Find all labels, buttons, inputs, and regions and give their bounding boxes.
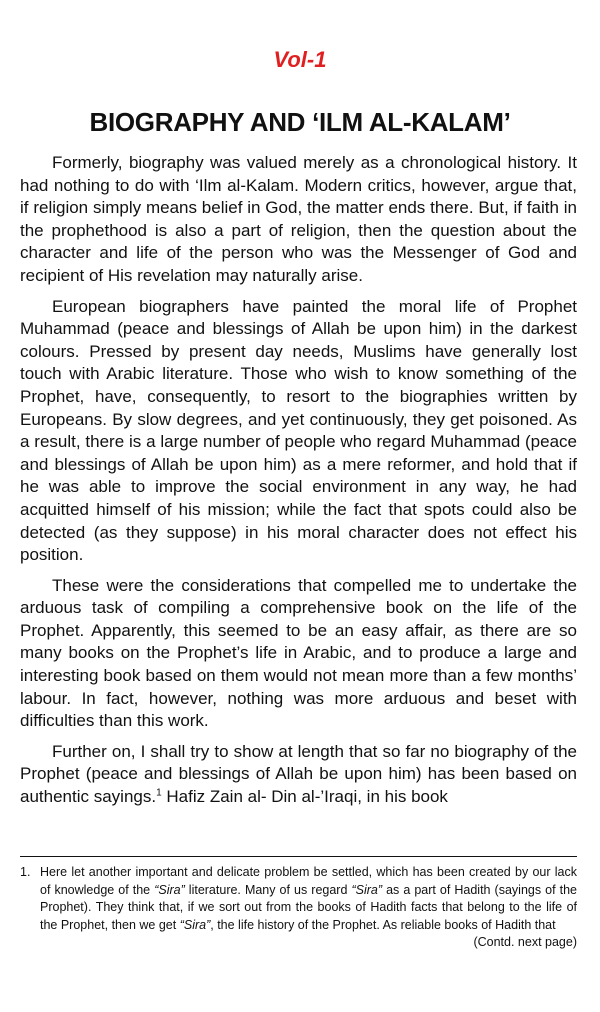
chapter-title: BIOGRAPHY AND ‘ILM AL-KALAM’: [89, 107, 511, 137]
footnote-divider: [20, 856, 577, 857]
footnote-segment: Here let another important and delicate problem be settled, which has been created by our lack of knowledge of the: [40, 865, 577, 897]
continued-note: (Contd. next page): [473, 935, 577, 950]
footnote-term: “Sira”: [154, 882, 185, 897]
footnote-term: “Sira”: [179, 917, 211, 932]
footnote-segment: , the life history of the Prophet. As reliable books of Hadith that: [210, 917, 556, 932]
footnote-segment: literature. Many of us regard: [184, 882, 352, 897]
footnote-text: [40, 864, 577, 952]
paragraph-4: [20, 741, 577, 809]
paragraph-2: European biographers have painted the moral life of Prophet Muhammad (peace and blessings of Allah be upon him) in the darkest colours. Pressed by present day needs, Muslims have generally lost touch with Arabic literature. Those who wish to know something of the Prophet, have, consequently, to resort to the biographies written by Europeans. By slow degrees, and yet continuously, they get poisoned. As a result, there is a large number of people who regard Muhammad (peace and blessings of Allah be upon him) as a mere reformer, and hold that if he was able to improve the social environment in any way, he had acquitted himself of his mission; while the fact that spots could also be detected (as they suppose) in his moral character does not effect his position.: [20, 296, 577, 565]
footnote-term: “Sira”: [351, 882, 383, 897]
footnote-segment: as a part of Hadith (sayings of the Prophet). They think that, if we sort out from the books of Hadith facts that belong to the life of the Prophet, then we get: [40, 882, 577, 932]
paragraph-4-continuation: Hafiz Zain al- Din al-’Iraqi, in his book: [161, 787, 448, 807]
paragraph-3: These were the considerations that compelled me to undertake the arduous task of compiling a comprehensive book on the life of the Prophet. Apparently, this seemed to be an easy affair, as there are so many books on the Prophet’s life in Arabic, and to produce a large and interesting book based on them would not mean more than a few months’ labour. In fact, however, nothing was more arduous and beset with difficulties than this work.: [20, 575, 577, 731]
body-text: [20, 152, 577, 809]
paragraph-4-text: Further on, I shall try to show at length that so far no biography of the Prophet (peace and blessings of Allah be upon him) has been based on authentic sayings.: [20, 741, 577, 807]
paragraph-1: Formerly, biography was valued merely as a chronological history. It had nothing to do with ‘Ilm al-Kalam. Modern critics, however, argue that, if religion simply means belief in God, the matter ends there. But, if faith in the prophethood is also a part of religion, then the question about the character and life of the person who was the Messenger of God and recipient of His revelation may naturally arise.: [20, 153, 577, 285]
footnote-number: 1.: [20, 865, 31, 879]
footnote-reference: 1: [156, 787, 162, 799]
volume-label: Vol-1: [273, 47, 327, 72]
footnote: [20, 864, 577, 952]
